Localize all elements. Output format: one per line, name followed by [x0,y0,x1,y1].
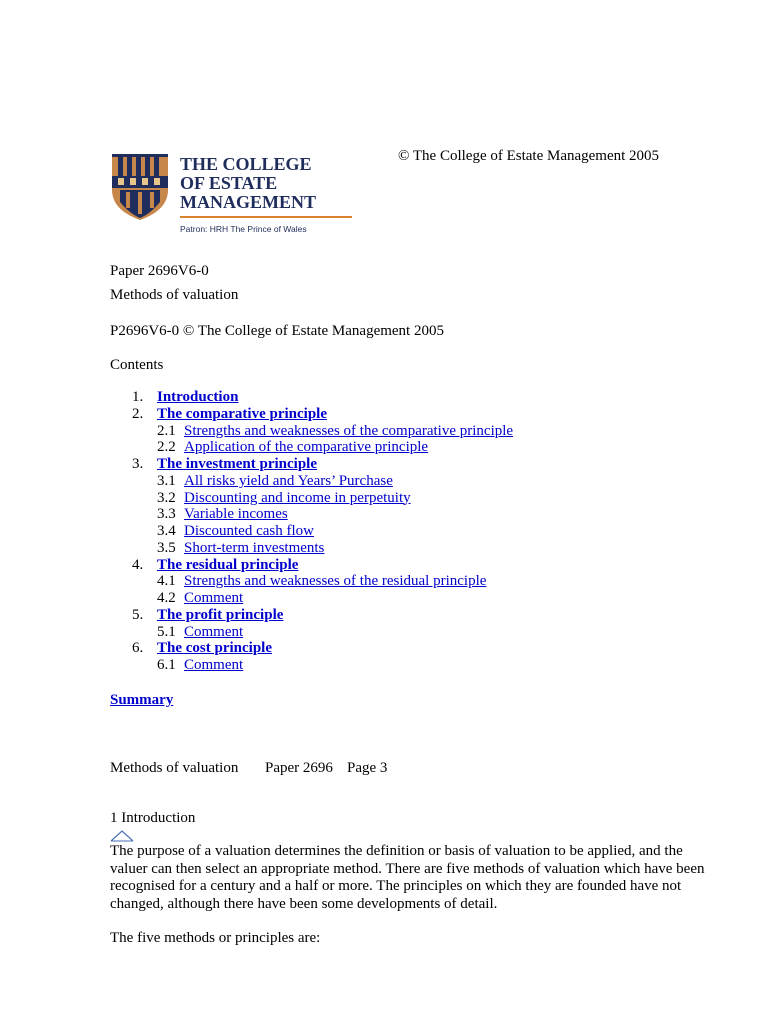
section-heading: 1 Introduction [110,810,196,826]
toc-item-number: 4.2 [157,590,176,606]
toc-item-number: 3.2 [157,489,176,506]
header-copyright: © The College of Estate Management 2005 [398,148,660,164]
toc-item-number: 4. [132,556,144,573]
toc-item-number: 2.1 [157,422,176,439]
toc-link[interactable]: Introduction [157,389,239,405]
toc-item-number: 2.2 [157,439,176,456]
toc-link[interactable]: Comment [184,623,244,640]
toc-item-number: 1. [132,389,144,405]
contents-heading: Contents [110,357,164,373]
toc-link[interactable]: The comparative principle [157,405,327,422]
toc-link[interactable]: Strengths and weaknesses of the comparative principle [184,422,514,439]
toc-item-number: 4.1 [157,573,176,590]
toc-link[interactable]: The investment principle [157,456,317,472]
running-header-title: Methods of valuation [110,760,239,776]
toc-link[interactable]: All risks yield and Years’ Purchase [184,472,393,489]
toc-link[interactable]: Comment [184,657,244,673]
toc-link[interactable]: Discounted cash flow [184,523,314,539]
toc-item-number: 6. [132,640,144,657]
running-header-page: Page 3 [347,760,388,776]
toc-link[interactable]: The profit principle [157,606,284,623]
toc-item-number: 2. [132,405,144,422]
toc-link[interactable]: Strengths and weaknesses of the residual principle [184,573,487,590]
toc-item-number: 3.4 [157,523,176,539]
shield-icon [112,154,168,220]
toc-item-number: 3. [132,456,144,472]
toc-link[interactable]: Application of the comparative principle [184,439,429,456]
toc-item-number: 6.1 [157,657,176,673]
toc-link[interactable]: Discounting and income in perpetuity [184,489,411,506]
toc-link[interactable]: Variable incomes [184,506,288,523]
logo-name-line3: MANAGEMENT [180,192,316,212]
toc-item-number: 3.5 [157,539,176,556]
college-logo [110,152,355,238]
toc-link[interactable]: Comment [184,590,244,606]
logo-name-line2: OF ESTATE [180,173,278,193]
running-header-paper: Paper 2696 [265,760,333,776]
toc-link[interactable]: The cost principle [157,640,272,657]
paper-code: Paper 2696V6-0 [110,263,209,279]
paper-title: Methods of valuation [110,287,239,303]
up-arrow-icon[interactable] [110,829,134,843]
toc-item-number: 3.1 [157,472,176,489]
paper-copyright: P2696V6-0 © The College of Estate Management 2005 [110,323,444,339]
toc-item-number: 3.3 [157,506,176,523]
intro-paragraph: The purpose of a valuation determines the definition or basis of valuation to be applied, and the valuer can then select an appropriate method. There are five methods of valuation which have been recognised for a century and a half or more. The principles on which they are founded have not changed, although there have been some developments of detail. [110,843,705,912]
toc-item-number: 5.1 [157,623,176,640]
summary-link[interactable]: Summary [110,692,174,708]
toc-link[interactable]: The residual principle [157,556,299,573]
logo-rule [180,216,352,218]
toc-item-number: 5. [132,606,144,623]
logo-name-line1: THE COLLEGE [180,154,312,174]
logo-patron: Patron: HRH The Prince of Wales [180,224,307,234]
list-intro: The five methods or principles are: [110,930,321,946]
toc-link[interactable]: Short-term investments [184,539,325,556]
